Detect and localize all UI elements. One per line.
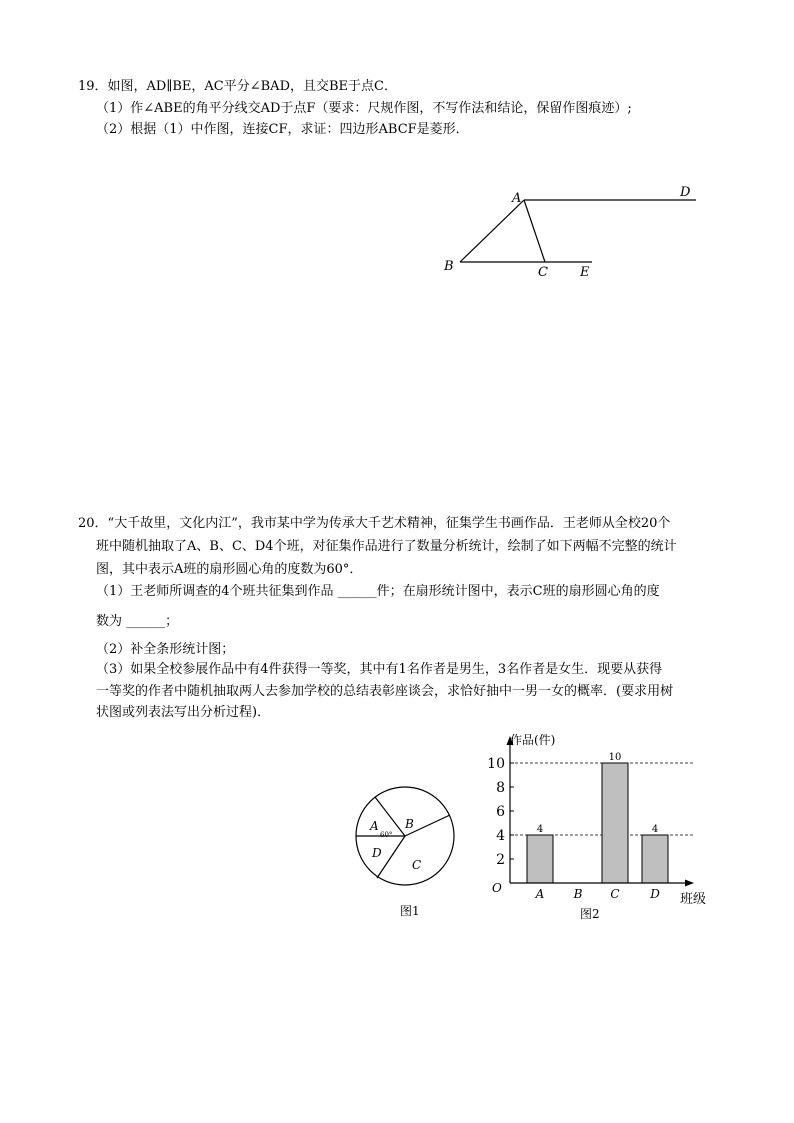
pie-label-B: B: [405, 817, 414, 831]
x-tick-B: B: [573, 887, 583, 901]
label-E: E: [580, 265, 590, 280]
data-label-D: 4: [651, 824, 659, 835]
x-axis-title: 班级: [680, 892, 707, 907]
q19-line3: （2）根据（1）中作图，连接CF，求证：四边形ABCF是菱形．: [96, 122, 469, 137]
label-A: A: [512, 191, 522, 206]
bar-chart: [475, 726, 720, 926]
data-label-C: 10: [608, 752, 622, 763]
bar-layer: [510, 763, 693, 883]
y-tick-4: 4: [496, 828, 505, 844]
segment-AB: [460, 200, 524, 262]
x-tick-D: D: [650, 887, 660, 901]
q20-line2: 班中随机抽取了A、B、C、D4个班，对征集作品进行了数量分析统计，绘制了如下两幅不完整的统计: [96, 539, 677, 554]
q20-line7: （3）如果全校参展作品中有4件获得一等奖，其中有1名作者是男生，3名作者是女生．现要从获得: [96, 662, 663, 677]
y-tick-8: 8: [496, 780, 505, 796]
x-axis-arrow: [685, 880, 694, 887]
q20-line4: （1）王老师所调查的4个班共征集到作品 ______件；在扇形统计图中，表示C班的扇形圆心角的度: [96, 584, 660, 599]
pie-label-D: D: [372, 846, 382, 860]
bar-A: [527, 835, 553, 883]
label-B: B: [444, 259, 454, 274]
q20-line9: 状图或列表法写出分析过程)．: [96, 705, 271, 720]
data-label-A: 4: [536, 824, 544, 835]
q19-line1: 19．如图，AD∥BE，AC平分∠BAD，且交BE于点C．: [78, 79, 397, 94]
x-tick-C: C: [610, 887, 620, 901]
q20-line5: 数为 ______；: [96, 614, 179, 629]
pie-label-A: A: [370, 819, 379, 833]
q20-line1: 20．“大千故里，文化内江”，我市某中学为传承大千艺术精神，征集学生书画作品．王老师从全校20个: [78, 516, 671, 531]
pie-angle-label: 60°: [380, 831, 393, 839]
geometry-figure: [430, 180, 720, 280]
q20-line8: 一等奖的作者中随机抽取两人去参加学校的总结表彰座谈会，求恰好抽中一男一女的概率．(要求用树: [96, 684, 674, 699]
label-C: C: [538, 265, 548, 280]
bar-D: [642, 835, 668, 883]
bar-C: [602, 763, 628, 883]
y-tick-2: 2: [496, 852, 505, 868]
y-tick-10: 10: [487, 756, 505, 772]
tick-layer: [487, 752, 660, 901]
pie-chart: [350, 785, 460, 925]
segment-AC: [524, 200, 545, 262]
label-D: D: [680, 185, 691, 200]
origin-label: O: [492, 881, 502, 895]
q19-line2: （1）作∠ABE的角平分线交AD于点F（要求：尺规作图，不写作法和结论，保留作图痕迹）;: [96, 101, 632, 116]
q20-line6: （2）补全条形统计图；: [96, 642, 235, 657]
pie-label-C: C: [412, 858, 422, 872]
y-axis-title: 作品(件): [510, 733, 556, 747]
y-tick-6: 6: [496, 804, 505, 820]
bar-caption: 图2: [580, 907, 600, 921]
q20-line3: 图，其中表示A班的扇形圆心角的度数为60°．: [96, 562, 363, 577]
x-tick-A: A: [535, 887, 545, 901]
pie-caption: 图1: [400, 904, 420, 918]
